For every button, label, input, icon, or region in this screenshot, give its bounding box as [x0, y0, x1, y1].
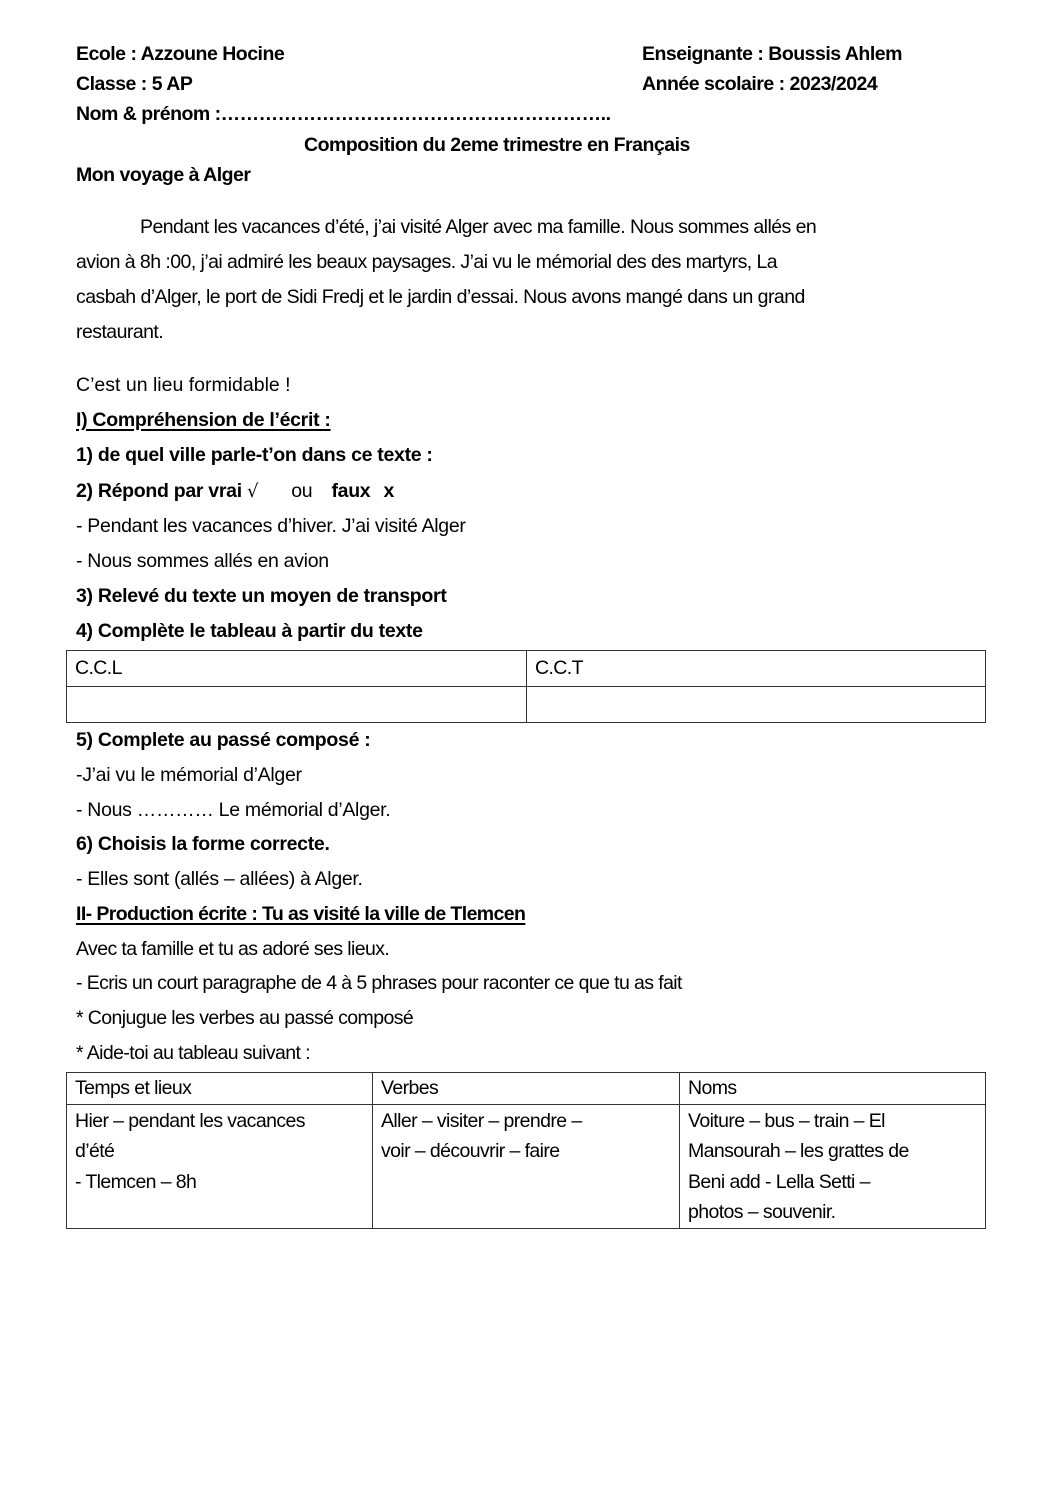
- class-label: Classe : 5 AP: [76, 73, 193, 95]
- passage-closing: C’est un lieu formidable !: [76, 374, 291, 396]
- question-6: 6) Choisis la forme correcte.: [76, 833, 330, 855]
- question-5: 5) Complete au passé composé :: [76, 729, 371, 751]
- help-header-verbs: Verbes: [373, 1073, 680, 1105]
- check-icon: √: [246, 481, 259, 502]
- help-header-time-places: Temps et lieux: [67, 1073, 373, 1105]
- passe-compose-item: -J’ai vu le mémorial d’Alger: [76, 764, 302, 786]
- teacher-name: Enseignante : Boussis Ahlem: [642, 43, 902, 65]
- question-3: 3) Relevé du texte un moyen de transport: [76, 585, 447, 607]
- true-false-item: - Nous sommes allés en avion: [76, 550, 329, 572]
- production-instruction: * Conjugue les verbes au passé composé: [76, 1007, 414, 1029]
- text-title: Mon voyage à Alger: [76, 164, 251, 186]
- question-4: 4) Complète le tableau à partir du texte: [76, 620, 423, 642]
- cross-icon: x: [383, 480, 395, 502]
- help-cell-verbs: Aller – visiter – prendre – voir – découvrir – faire: [373, 1104, 680, 1228]
- passage-line: Pendant les vacances d’été, j’ai visité Alger avec ma famille. Nous sommes allés en: [140, 216, 817, 238]
- question-1: 1) de quel ville parle-t’on dans ce texte :: [76, 444, 433, 466]
- true-false-item: - Pendant les vacances d’hiver. J’ai visité Alger: [76, 515, 466, 537]
- passage-line: avion à 8h :00, j’ai admiré les beaux paysages. J’ai vu le mémorial des des martyrs, La: [76, 251, 778, 273]
- help-table: [66, 1072, 986, 1229]
- section1-heading: I) Compréhension de l’écrit :: [76, 409, 331, 431]
- or-label: ou: [291, 480, 313, 502]
- table-header-ccl: C.C.L: [67, 651, 527, 687]
- help-header-nouns: Noms: [680, 1073, 986, 1105]
- production-instruction: Avec ta famille et tu as adoré ses lieux.: [76, 938, 390, 960]
- question-2-label: 2) Répond par vrai: [76, 480, 242, 502]
- passage-line: restaurant.: [76, 321, 164, 343]
- production-instruction: * Aide-toi au tableau suivant :: [76, 1042, 310, 1064]
- school-name: Ecole : Azzoune Hocine: [76, 43, 285, 65]
- reading-passage: [76, 210, 981, 350]
- help-cell-time-places: Hier – pendant les vacances d’été - Tlemcen – 8h: [67, 1104, 373, 1228]
- section2-heading: II- Production écrite : Tu as visité la ville de Tlemcen: [76, 903, 526, 925]
- passe-compose-item: - Nous ………… Le mémorial d’Alger.: [76, 799, 391, 821]
- complement-table: [66, 650, 986, 723]
- false-label: faux: [331, 480, 371, 502]
- table-header-cct: C.C.T: [527, 651, 986, 687]
- production-instruction: - Ecris un court paragraphe de 4 à 5 phrases pour raconter ce que tu as fait: [76, 972, 682, 994]
- question-2: [76, 479, 394, 504]
- answer-cell-cct[interactable]: [527, 687, 986, 723]
- answer-cell-ccl[interactable]: [67, 687, 527, 723]
- correct-form-item: - Elles sont (allés – allées) à Alger.: [76, 868, 363, 890]
- help-cell-nouns: Voiture – bus – train – El Mansourah – les grattes de Beni add - Lella Setti – photos – souvenir.: [680, 1104, 986, 1228]
- school-year: Année scolaire : 2023/2024: [642, 73, 878, 95]
- student-name-field: Nom & prénom :……………………………………………………..: [76, 103, 611, 125]
- exam-title: Composition du 2eme trimestre en Français: [304, 134, 690, 156]
- passage-line: casbah d’Alger, le port de Sidi Fredj et le jardin d’essai. Nous avons mangé dans un grand: [76, 286, 805, 308]
